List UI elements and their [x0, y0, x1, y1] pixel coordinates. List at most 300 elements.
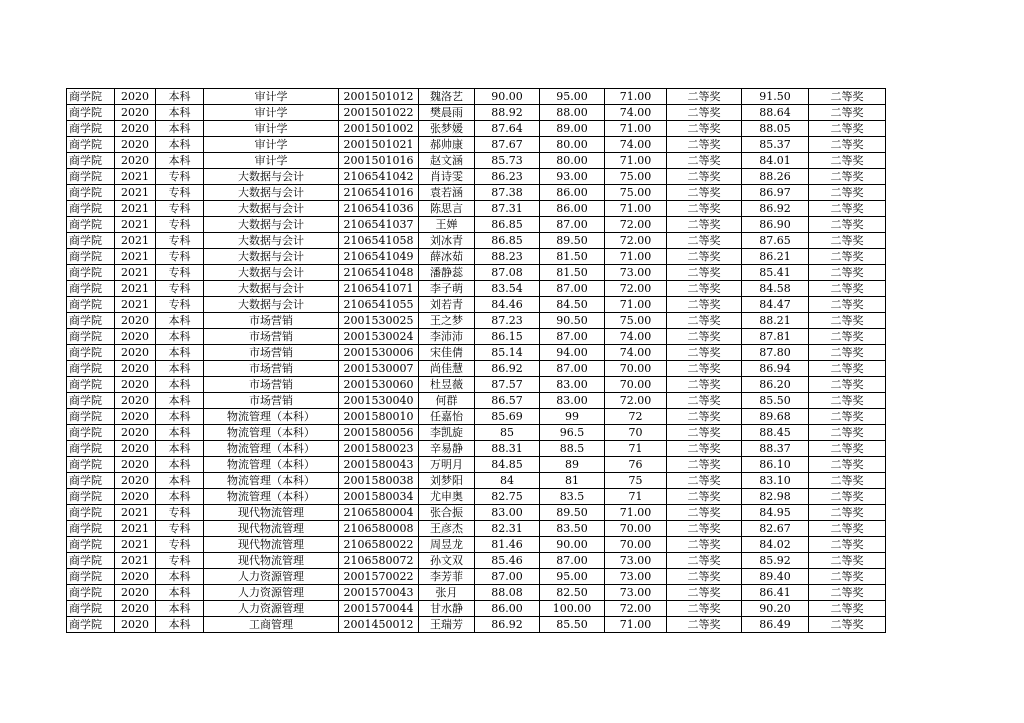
- student-id-cell: 2106580004: [339, 505, 419, 521]
- score-b-cell: 87.00: [540, 217, 605, 233]
- level-cell: 本科: [156, 473, 204, 489]
- score-c-cell: 75: [605, 473, 667, 489]
- composite-score-cell: 89.40: [742, 569, 809, 585]
- award-final-cell: 二等奖: [809, 137, 886, 153]
- major-cell: 审计学: [204, 121, 339, 137]
- college-cell: 商学院: [67, 281, 115, 297]
- award-a-cell: 二等奖: [667, 329, 742, 345]
- student-name-cell: 潘静蕊: [419, 265, 475, 281]
- score-c-cell: 75.00: [605, 313, 667, 329]
- college-cell: 商学院: [67, 89, 115, 105]
- score-c-cell: 75.00: [605, 185, 667, 201]
- grade-cell: 2020: [115, 409, 156, 425]
- award-a-cell: 二等奖: [667, 249, 742, 265]
- score-a-cell: 87.23: [475, 313, 540, 329]
- score-a-cell: 87.57: [475, 377, 540, 393]
- student-id-cell: 2001501016: [339, 153, 419, 169]
- student-name-cell: 宋佳倩: [419, 345, 475, 361]
- award-final-cell: 二等奖: [809, 617, 886, 633]
- table-row: [67, 185, 886, 201]
- score-c-cell: 71.00: [605, 505, 667, 521]
- major-cell: 物流管理（本科）: [204, 409, 339, 425]
- grade-cell: 2021: [115, 217, 156, 233]
- major-cell: 大数据与会计: [204, 265, 339, 281]
- score-b-cell: 90.00: [540, 537, 605, 553]
- table-row: [67, 169, 886, 185]
- student-name-cell: 尚佳慧: [419, 361, 475, 377]
- score-b-cell: 86.00: [540, 201, 605, 217]
- award-a-cell: 二等奖: [667, 457, 742, 473]
- level-cell: 本科: [156, 137, 204, 153]
- college-cell: 商学院: [67, 201, 115, 217]
- composite-score-cell: 88.64: [742, 105, 809, 121]
- composite-score-cell: 85.50: [742, 393, 809, 409]
- award-a-cell: 二等奖: [667, 601, 742, 617]
- composite-score-cell: 86.41: [742, 585, 809, 601]
- grade-cell: 2021: [115, 505, 156, 521]
- college-cell: 商学院: [67, 617, 115, 633]
- student-id-cell: 2001580034: [339, 489, 419, 505]
- score-a-cell: 82.31: [475, 521, 540, 537]
- student-name-cell: 尤申奥: [419, 489, 475, 505]
- college-cell: 商学院: [67, 249, 115, 265]
- score-b-cell: 87.00: [540, 553, 605, 569]
- table-row: [67, 537, 886, 553]
- score-c-cell: 71.00: [605, 153, 667, 169]
- student-id-cell: 2001530024: [339, 329, 419, 345]
- grade-cell: 2021: [115, 169, 156, 185]
- grade-cell: 2021: [115, 233, 156, 249]
- major-cell: 现代物流管理: [204, 537, 339, 553]
- level-cell: 本科: [156, 377, 204, 393]
- award-a-cell: 二等奖: [667, 569, 742, 585]
- major-cell: 物流管理（本科）: [204, 425, 339, 441]
- table-row: [67, 345, 886, 361]
- major-cell: 人力资源管理: [204, 601, 339, 617]
- student-name-cell: 李子萌: [419, 281, 475, 297]
- award-a-cell: 二等奖: [667, 201, 742, 217]
- table-row: [67, 585, 886, 601]
- composite-score-cell: 83.10: [742, 473, 809, 489]
- student-name-cell: 甘水静: [419, 601, 475, 617]
- level-cell: 本科: [156, 617, 204, 633]
- student-name-cell: 肖诗雯: [419, 169, 475, 185]
- score-c-cell: 70: [605, 425, 667, 441]
- major-cell: 大数据与会计: [204, 233, 339, 249]
- major-cell: 审计学: [204, 89, 339, 105]
- college-cell: 商学院: [67, 169, 115, 185]
- student-name-cell: 孙文双: [419, 553, 475, 569]
- college-cell: 商学院: [67, 377, 115, 393]
- award-final-cell: 二等奖: [809, 121, 886, 137]
- composite-score-cell: 82.67: [742, 521, 809, 537]
- major-cell: 市场营销: [204, 377, 339, 393]
- student-id-cell: 2001530040: [339, 393, 419, 409]
- college-cell: 商学院: [67, 521, 115, 537]
- table-row: [67, 617, 886, 633]
- student-name-cell: 张合振: [419, 505, 475, 521]
- award-final-cell: 二等奖: [809, 473, 886, 489]
- major-cell: 市场营销: [204, 393, 339, 409]
- score-a-cell: 86.15: [475, 329, 540, 345]
- level-cell: 本科: [156, 569, 204, 585]
- grade-cell: 2021: [115, 201, 156, 217]
- major-cell: 现代物流管理: [204, 505, 339, 521]
- award-a-cell: 二等奖: [667, 505, 742, 521]
- major-cell: 大数据与会计: [204, 217, 339, 233]
- level-cell: 专科: [156, 521, 204, 537]
- score-c-cell: 71.00: [605, 249, 667, 265]
- score-a-cell: 84.46: [475, 297, 540, 313]
- award-a-cell: 二等奖: [667, 489, 742, 505]
- score-b-cell: 89.00: [540, 121, 605, 137]
- college-cell: 商学院: [67, 409, 115, 425]
- college-cell: 商学院: [67, 393, 115, 409]
- score-a-cell: 84: [475, 473, 540, 489]
- major-cell: 市场营销: [204, 313, 339, 329]
- level-cell: 本科: [156, 489, 204, 505]
- student-id-cell: 2106541048: [339, 265, 419, 281]
- award-a-cell: 二等奖: [667, 393, 742, 409]
- score-a-cell: 83.00: [475, 505, 540, 521]
- student-name-cell: 刘若青: [419, 297, 475, 313]
- college-cell: 商学院: [67, 537, 115, 553]
- college-cell: 商学院: [67, 345, 115, 361]
- score-c-cell: 71.00: [605, 617, 667, 633]
- score-c-cell: 71: [605, 441, 667, 457]
- composite-score-cell: 91.50: [742, 89, 809, 105]
- award-final-cell: 二等奖: [809, 201, 886, 217]
- award-final-cell: 二等奖: [809, 153, 886, 169]
- award-final-cell: 二等奖: [809, 601, 886, 617]
- table-row: [67, 441, 886, 457]
- award-a-cell: 二等奖: [667, 585, 742, 601]
- score-b-cell: 87.00: [540, 361, 605, 377]
- table-row: [67, 121, 886, 137]
- score-c-cell: 70.00: [605, 521, 667, 537]
- score-a-cell: 88.31: [475, 441, 540, 457]
- grade-cell: 2020: [115, 377, 156, 393]
- score-c-cell: 74.00: [605, 137, 667, 153]
- score-c-cell: 73.00: [605, 569, 667, 585]
- score-c-cell: 72: [605, 409, 667, 425]
- table-row: [67, 521, 886, 537]
- grade-cell: 2021: [115, 521, 156, 537]
- score-c-cell: 72.00: [605, 217, 667, 233]
- grade-cell: 2020: [115, 137, 156, 153]
- grade-cell: 2020: [115, 617, 156, 633]
- award-final-cell: 二等奖: [809, 297, 886, 313]
- level-cell: 本科: [156, 153, 204, 169]
- award-final-cell: 二等奖: [809, 457, 886, 473]
- score-c-cell: 71.00: [605, 297, 667, 313]
- student-id-cell: 2001570043: [339, 585, 419, 601]
- award-final-cell: 二等奖: [809, 169, 886, 185]
- score-c-cell: 71.00: [605, 121, 667, 137]
- student-id-cell: 2001501002: [339, 121, 419, 137]
- award-final-cell: 二等奖: [809, 185, 886, 201]
- grade-cell: 2020: [115, 105, 156, 121]
- level-cell: 专科: [156, 201, 204, 217]
- student-name-cell: 魏洛艺: [419, 89, 475, 105]
- major-cell: 大数据与会计: [204, 201, 339, 217]
- level-cell: 本科: [156, 457, 204, 473]
- college-cell: 商学院: [67, 569, 115, 585]
- score-b-cell: 94.00: [540, 345, 605, 361]
- award-final-cell: 二等奖: [809, 537, 886, 553]
- student-name-cell: 李凯旋: [419, 425, 475, 441]
- score-b-cell: 89.50: [540, 233, 605, 249]
- award-final-cell: 二等奖: [809, 489, 886, 505]
- score-c-cell: 70.00: [605, 361, 667, 377]
- composite-score-cell: 88.26: [742, 169, 809, 185]
- score-a-cell: 86.85: [475, 233, 540, 249]
- score-a-cell: 85.69: [475, 409, 540, 425]
- level-cell: 专科: [156, 281, 204, 297]
- grade-cell: 2020: [115, 489, 156, 505]
- major-cell: 审计学: [204, 137, 339, 153]
- award-a-cell: 二等奖: [667, 217, 742, 233]
- college-cell: 商学院: [67, 185, 115, 201]
- award-final-cell: 二等奖: [809, 105, 886, 121]
- composite-score-cell: 90.20: [742, 601, 809, 617]
- score-b-cell: 90.50: [540, 313, 605, 329]
- student-name-cell: 万明月: [419, 457, 475, 473]
- major-cell: 人力资源管理: [204, 585, 339, 601]
- level-cell: 专科: [156, 169, 204, 185]
- major-cell: 工商管理: [204, 617, 339, 633]
- score-a-cell: 87.67: [475, 137, 540, 153]
- score-a-cell: 86.85: [475, 217, 540, 233]
- college-cell: 商学院: [67, 217, 115, 233]
- composite-score-cell: 86.90: [742, 217, 809, 233]
- score-a-cell: 87.08: [475, 265, 540, 281]
- table-row: [67, 601, 886, 617]
- table-row: [67, 137, 886, 153]
- student-id-cell: 2001580038: [339, 473, 419, 489]
- award-a-cell: 二等奖: [667, 185, 742, 201]
- award-a-cell: 二等奖: [667, 617, 742, 633]
- major-cell: 市场营销: [204, 329, 339, 345]
- score-b-cell: 100.00: [540, 601, 605, 617]
- college-cell: 商学院: [67, 553, 115, 569]
- score-a-cell: 87.31: [475, 201, 540, 217]
- award-final-cell: 二等奖: [809, 377, 886, 393]
- table-row: [67, 329, 886, 345]
- table-row: [67, 553, 886, 569]
- student-name-cell: 袁若涵: [419, 185, 475, 201]
- table-row: [67, 393, 886, 409]
- award-final-cell: 二等奖: [809, 217, 886, 233]
- student-id-cell: 2106541071: [339, 281, 419, 297]
- score-b-cell: 99: [540, 409, 605, 425]
- score-b-cell: 80.00: [540, 153, 605, 169]
- table-row: [67, 217, 886, 233]
- student-name-cell: 任嘉怡: [419, 409, 475, 425]
- student-id-cell: 2001580056: [339, 425, 419, 441]
- college-cell: 商学院: [67, 425, 115, 441]
- student-name-cell: 刘冰青: [419, 233, 475, 249]
- major-cell: 现代物流管理: [204, 553, 339, 569]
- level-cell: 本科: [156, 89, 204, 105]
- grade-cell: 2020: [115, 313, 156, 329]
- award-a-cell: 二等奖: [667, 153, 742, 169]
- composite-score-cell: 86.21: [742, 249, 809, 265]
- level-cell: 专科: [156, 297, 204, 313]
- grade-cell: 2020: [115, 121, 156, 137]
- score-c-cell: 71.00: [605, 89, 667, 105]
- award-a-cell: 二等奖: [667, 281, 742, 297]
- composite-score-cell: 88.05: [742, 121, 809, 137]
- level-cell: 本科: [156, 393, 204, 409]
- college-cell: 商学院: [67, 137, 115, 153]
- table-row: [67, 153, 886, 169]
- award-final-cell: 二等奖: [809, 265, 886, 281]
- award-table: [66, 88, 886, 633]
- score-c-cell: 72.00: [605, 601, 667, 617]
- score-c-cell: 74.00: [605, 345, 667, 361]
- level-cell: 本科: [156, 441, 204, 457]
- table-row: [67, 409, 886, 425]
- composite-score-cell: 86.20: [742, 377, 809, 393]
- major-cell: 物流管理（本科）: [204, 457, 339, 473]
- score-c-cell: 72.00: [605, 393, 667, 409]
- award-a-cell: 二等奖: [667, 553, 742, 569]
- award-final-cell: 二等奖: [809, 313, 886, 329]
- grade-cell: 2020: [115, 457, 156, 473]
- student-id-cell: 2001570044: [339, 601, 419, 617]
- score-a-cell: 86.00: [475, 601, 540, 617]
- composite-score-cell: 88.45: [742, 425, 809, 441]
- award-a-cell: 二等奖: [667, 297, 742, 313]
- college-cell: 商学院: [67, 313, 115, 329]
- student-name-cell: 周昱龙: [419, 537, 475, 553]
- award-a-cell: 二等奖: [667, 473, 742, 489]
- student-id-cell: 2106541055: [339, 297, 419, 313]
- score-b-cell: 81.50: [540, 265, 605, 281]
- grade-cell: 2020: [115, 585, 156, 601]
- award-a-cell: 二等奖: [667, 345, 742, 361]
- award-a-cell: 二等奖: [667, 169, 742, 185]
- score-c-cell: 70.00: [605, 537, 667, 553]
- student-id-cell: 2106541049: [339, 249, 419, 265]
- score-a-cell: 83.54: [475, 281, 540, 297]
- college-cell: 商学院: [67, 601, 115, 617]
- score-b-cell: 87.00: [540, 281, 605, 297]
- major-cell: 大数据与会计: [204, 281, 339, 297]
- major-cell: 现代物流管理: [204, 521, 339, 537]
- student-id-cell: 2106541042: [339, 169, 419, 185]
- major-cell: 大数据与会计: [204, 249, 339, 265]
- award-final-cell: 二等奖: [809, 521, 886, 537]
- score-b-cell: 83.00: [540, 393, 605, 409]
- composite-score-cell: 85.37: [742, 137, 809, 153]
- score-a-cell: 88.08: [475, 585, 540, 601]
- score-b-cell: 89: [540, 457, 605, 473]
- student-name-cell: 杜昱薇: [419, 377, 475, 393]
- level-cell: 专科: [156, 537, 204, 553]
- composite-score-cell: 87.81: [742, 329, 809, 345]
- table-row: [67, 457, 886, 473]
- award-a-cell: 二等奖: [667, 361, 742, 377]
- grade-cell: 2021: [115, 265, 156, 281]
- student-name-cell: 薛冰茹: [419, 249, 475, 265]
- student-id-cell: 2106541037: [339, 217, 419, 233]
- award-final-cell: 二等奖: [809, 441, 886, 457]
- student-id-cell: 2001501012: [339, 89, 419, 105]
- score-a-cell: 90.00: [475, 89, 540, 105]
- major-cell: 大数据与会计: [204, 297, 339, 313]
- student-name-cell: 王之梦: [419, 313, 475, 329]
- table-row: [67, 89, 886, 105]
- award-final-cell: 二等奖: [809, 505, 886, 521]
- level-cell: 本科: [156, 409, 204, 425]
- score-b-cell: 85.50: [540, 617, 605, 633]
- award-final-cell: 二等奖: [809, 585, 886, 601]
- table-row: [67, 313, 886, 329]
- student-id-cell: 2001450012: [339, 617, 419, 633]
- award-final-cell: 二等奖: [809, 329, 886, 345]
- college-cell: 商学院: [67, 505, 115, 521]
- college-cell: 商学院: [67, 233, 115, 249]
- score-a-cell: 86.57: [475, 393, 540, 409]
- score-c-cell: 74.00: [605, 329, 667, 345]
- grade-cell: 2020: [115, 601, 156, 617]
- level-cell: 本科: [156, 105, 204, 121]
- college-cell: 商学院: [67, 265, 115, 281]
- student-id-cell: 2106580072: [339, 553, 419, 569]
- score-a-cell: 85.46: [475, 553, 540, 569]
- composite-score-cell: 86.49: [742, 617, 809, 633]
- composite-score-cell: 82.98: [742, 489, 809, 505]
- college-cell: 商学院: [67, 361, 115, 377]
- table-row: [67, 569, 886, 585]
- college-cell: 商学院: [67, 153, 115, 169]
- student-id-cell: 2001530006: [339, 345, 419, 361]
- college-cell: 商学院: [67, 121, 115, 137]
- level-cell: 本科: [156, 313, 204, 329]
- level-cell: 本科: [156, 345, 204, 361]
- grade-cell: 2020: [115, 393, 156, 409]
- student-id-cell: 2001580043: [339, 457, 419, 473]
- award-final-cell: 二等奖: [809, 233, 886, 249]
- grade-cell: 2021: [115, 281, 156, 297]
- award-a-cell: 二等奖: [667, 137, 742, 153]
- score-b-cell: 96.5: [540, 425, 605, 441]
- college-cell: 商学院: [67, 489, 115, 505]
- student-id-cell: 2106541036: [339, 201, 419, 217]
- award-a-cell: 二等奖: [667, 425, 742, 441]
- major-cell: 物流管理（本科）: [204, 473, 339, 489]
- award-a-cell: 二等奖: [667, 537, 742, 553]
- student-id-cell: 2001501021: [339, 137, 419, 153]
- score-b-cell: 83.50: [540, 521, 605, 537]
- student-name-cell: 刘梦阳: [419, 473, 475, 489]
- student-name-cell: 李沛沛: [419, 329, 475, 345]
- award-a-cell: 二等奖: [667, 89, 742, 105]
- college-cell: 商学院: [67, 297, 115, 313]
- student-name-cell: 陈思言: [419, 201, 475, 217]
- score-c-cell: 73.00: [605, 265, 667, 281]
- student-id-cell: 2001580010: [339, 409, 419, 425]
- score-b-cell: 83.5: [540, 489, 605, 505]
- award-a-cell: 二等奖: [667, 441, 742, 457]
- award-final-cell: 二等奖: [809, 361, 886, 377]
- score-b-cell: 87.00: [540, 329, 605, 345]
- score-b-cell: 81: [540, 473, 605, 489]
- score-c-cell: 75.00: [605, 169, 667, 185]
- major-cell: 市场营销: [204, 361, 339, 377]
